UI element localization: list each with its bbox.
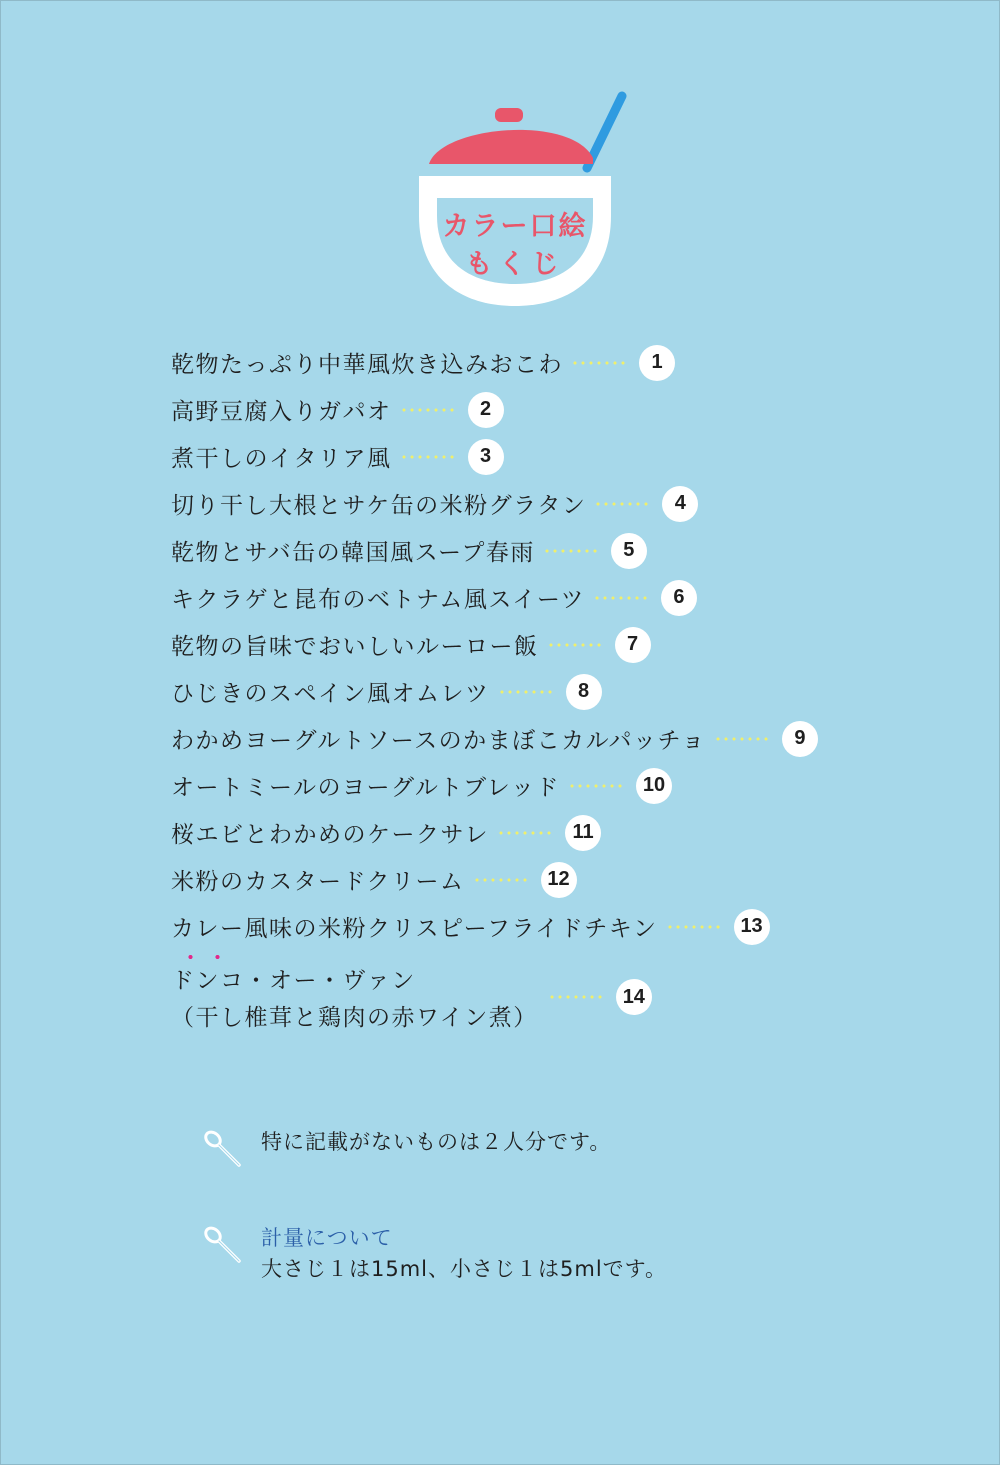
page-number-badge: 13 [734,909,770,945]
measure-heading: 計量について [261,1226,393,1250]
toc-item-title: カレー風味の米粉クリスピーフライドチキン [171,916,658,942]
dot-leader [714,737,770,741]
measure-note [201,1223,667,1285]
toc-item-title: 乾物とサバ缶の韓国風スープ春雨 [171,540,535,566]
dot-leader [400,408,456,412]
page-number-badge: 8 [566,674,602,710]
servings-note [201,1127,611,1171]
toc-item-3[interactable] [171,433,891,480]
toc-item-title: 切り干し大根とサケ缶の米粉グラタン [171,493,587,519]
pot-logo [411,86,641,311]
dot-leader [400,455,456,459]
toc-item-title: 乾物の旨味でおいしいルーロー飯 [171,634,539,660]
toc-item-13[interactable] [171,903,891,950]
page-number-badge: 12 [541,862,577,898]
dot-leader [568,784,624,788]
toc-item-title: 乾物たっぷり中華風炊き込みおこわ [171,352,563,378]
toc-item-9[interactable] [171,715,891,762]
dot-leader [593,596,649,600]
toc-item-11[interactable] [171,809,891,856]
toc-item-title-line2: （干し椎茸と鶏肉の赤ワイン煮） [171,1005,538,1031]
toc-item-title: 米粉のカスタードクリーム [171,869,465,895]
toc-item-4[interactable] [171,480,891,527]
emphasis-dots [177,954,241,960]
toc-item-1[interactable] [171,339,891,386]
toc-item-title [171,962,538,1032]
toc-item-title: 高野豆腐入りガパオ [171,399,392,425]
servings-text: 特に記載がないものは２人分です。 [261,1130,612,1154]
page-number-badge: 11 [565,815,601,851]
measure-note-body [261,1223,667,1285]
toc-item-title: オートミールのヨーグルトブレッド [171,775,561,801]
toc-item-title: 煮干しのイタリア風 [171,446,392,472]
toc-item-title-line1: ドンコ・オー・ヴァン [171,962,538,995]
table-of-contents [171,339,891,1042]
toc-item-title: 桜エビとわかめのケークサレ [171,822,490,848]
dot-leader [594,502,650,506]
page-number-badge: 3 [468,439,504,475]
toc-item-5[interactable] [171,527,891,574]
toc-item-title: わかめヨーグルトソースのかまぼこカルパッチョ [171,728,706,754]
page-number-badge: 2 [468,392,504,428]
toc-item-8[interactable] [171,668,891,715]
toc-item-6[interactable] [171,574,891,621]
page-number-badge: 14 [616,979,652,1015]
dot-leader [543,549,599,553]
page-number-badge: 6 [661,580,697,616]
toc-item-title: ひじきのスペイン風オムレツ [171,681,490,707]
measure-text: 大さじ１は15ml、小さじ１は5mlです。 [261,1257,667,1281]
page-number-badge: 9 [782,721,818,757]
dot-leader [547,643,603,647]
toc-item-7[interactable] [171,621,891,668]
page-number-badge: 4 [662,486,698,522]
spoon-icon [201,1127,245,1171]
spoon-icon [201,1223,245,1267]
dot-leader [666,925,722,929]
dot-leader [571,361,627,365]
pot-title-line2: もくじ [465,249,565,280]
dot-leader [548,995,604,999]
toc-item-10[interactable] [171,762,891,809]
dot-leader [498,690,554,694]
page-number-badge: 1 [639,345,675,381]
page-number-badge: 7 [615,627,651,663]
page-number-badge: 10 [636,768,672,804]
toc-item-14[interactable] [171,952,891,1042]
page-number-badge: 5 [611,533,647,569]
pot-title-line1: カラー口絵 [442,211,588,242]
dot-leader [473,878,529,882]
dot-leader [497,831,553,835]
toc-item-title: キクラゲと昆布のベトナム風スイーツ [171,587,585,613]
toc-item-2[interactable] [171,386,891,433]
toc-item-12[interactable] [171,856,891,903]
